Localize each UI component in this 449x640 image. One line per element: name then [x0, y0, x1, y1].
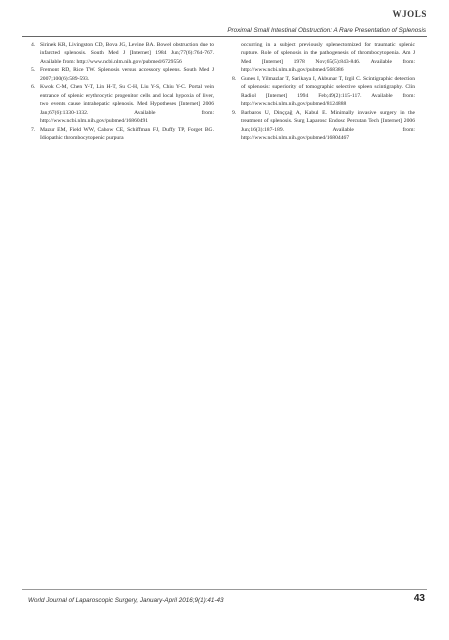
reference-number: 9.	[232, 109, 237, 116]
running-title: Proximal Small Intestinal Obstruction: A Rare Presentation of Splenosis	[227, 27, 426, 34]
reference-text: Kwok C-M, Chen Y-T, Lin H-T, Su C-H, Liu Y-S, Chiu Y-C. Portal vein entrance of splenic erythrocytic progenitor cells and local hypoxia of liver, two events cause intrahepatic splenosis. Med Hypotheses [Internet] 2006 Jan;67(6):1330-1332. Available from: http://www.ncbi.nlm.nih.gov/pubmed/16860491	[40, 84, 214, 125]
reference-item	[31, 41, 214, 66]
reference-number: 4.	[31, 42, 36, 48]
journal-abbreviation: WJOLS	[392, 9, 427, 19]
reference-text: Mazur EM, Field WW, Cahow CE, Schiffman FJ, Duffy TP, Forget BG. Idiopathic thrombocytopenic purpura	[40, 126, 214, 141]
reference-text: Sirinek KR, Livingston CD, Bova JG, Levine BA. Bowel obstruction due to infarcted splenosis. South Med J [Internet] 1984 Jun;77(6):764-767. Available from: http://www.ncbi.nlm.nih.gov/pubmed/6729556	[40, 42, 214, 65]
reference-number: 8.	[232, 75, 237, 82]
references-right-column	[232, 41, 415, 142]
reference-number: 7.	[31, 126, 36, 133]
reference-text: Barbaros U, Dinççağ A, Kabul E. Minimally invasive surgery in the treatment of splenosis. Surg Laparosc Endosc Percutan Tech [Internet] 2006 Jun;16(3):187-189. Available from: http://www.ncbi.nlm.nih.gov/pubmed/16804467	[241, 109, 415, 141]
page-number: 43	[413, 593, 425, 604]
reference-item	[31, 83, 214, 125]
reference-text: Gunes I, Yilmazlar T, Sarikaya I, Akbunar T, Irgil C. Scintigraphic detection of splenosis: superiority of tomographic selective spleen scintigraphy. Clin Radiol [Internet] 1994 Feb;49(2):115-117. Available from: http://www.ncbi.nlm.nih.gov/pubmed/8124888	[241, 75, 415, 108]
header-divider	[22, 36, 427, 37]
reference-number: 6.	[31, 84, 36, 91]
journal-citation: World Journal of Laparoscopic Surgery, January-April 2016;9(1):41-43	[28, 597, 224, 604]
reference-item	[31, 126, 214, 143]
reference-text: Fremont RD, Rice TW. Splenosis versus accessory spleens. South Med J 2007;100(6):589-593.	[40, 67, 214, 82]
reference-item	[232, 41, 415, 75]
reference-item	[232, 75, 415, 109]
references-left-column	[31, 41, 214, 142]
footer-divider	[22, 589, 427, 590]
reference-item	[31, 66, 214, 83]
reference-number: 5.	[31, 67, 36, 74]
reference-item	[232, 109, 415, 143]
reference-text: occurring in a subject previously splenectomized for traumatic splenic rupture. Role of splenosis in the pathogenesis of thrombocytopenia. Am J Med [Internet] 1978 Nov;65(5):843-846. Available from: http://www.ncbi.nlm.nih.gov/pubmed/568386	[241, 42, 415, 74]
